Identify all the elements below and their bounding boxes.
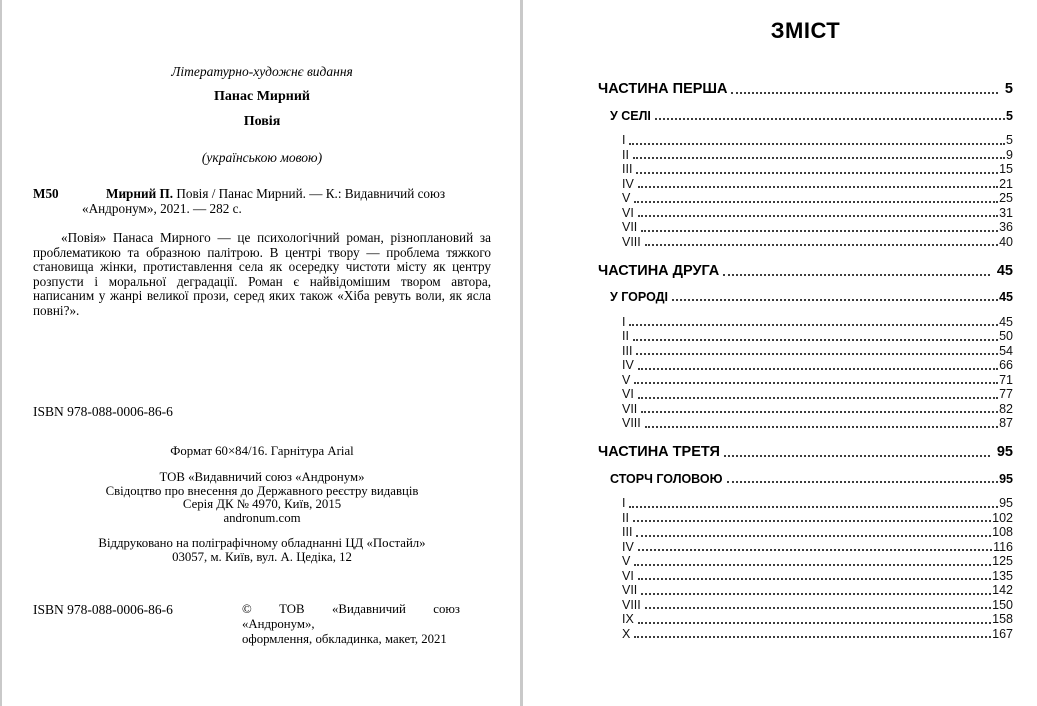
toc-entry xyxy=(598,583,1013,598)
toc-entry-page-number: 45 xyxy=(999,290,1013,304)
toc-entry-page-number: 71 xyxy=(999,372,1013,387)
toc-entry-page-number: 40 xyxy=(999,234,1013,249)
toc-entry xyxy=(598,81,1013,98)
toc-entry-label: СТОРЧ ГОЛОВОЮ xyxy=(610,471,723,486)
toc-entry-label: IV xyxy=(622,539,634,554)
toc-entry xyxy=(598,554,1013,569)
copyright-block xyxy=(242,602,460,647)
toc-entry xyxy=(598,290,1013,304)
toc-dot-leader xyxy=(636,535,991,537)
toc-entry-label: V xyxy=(622,372,631,387)
toc-entry xyxy=(598,496,1013,511)
toc-entry-page-number: 25 xyxy=(999,191,1013,205)
toc-entry-label: III xyxy=(622,162,633,176)
copyright-line: оформлення, обкладинка, макет, 2021 xyxy=(242,632,447,646)
toc-dot-leader xyxy=(634,201,998,203)
toc-title: ЗМІСТ xyxy=(770,18,841,43)
toc-entry-label: VI xyxy=(622,387,634,401)
toc-entry xyxy=(598,373,1013,388)
toc-entry-page-number: 142 xyxy=(992,583,1013,597)
toc-dot-leader xyxy=(727,481,999,483)
toc-dot-leader xyxy=(641,411,998,413)
toc-dot-leader xyxy=(633,520,991,522)
toc-dot-leader xyxy=(638,549,992,551)
toc-dot-leader xyxy=(641,230,998,232)
toc-dot-leader xyxy=(633,157,1005,159)
toc-entry-label: IV xyxy=(622,176,634,191)
toc-entry-page-number: 77 xyxy=(999,387,1013,401)
toc-entry xyxy=(598,598,1013,613)
toc-dot-leader xyxy=(638,368,998,370)
toc-entry-label: II xyxy=(622,510,629,525)
toc-entry-label: I xyxy=(622,496,626,510)
bibliographic-text xyxy=(82,186,464,216)
toc-entry-page-number: 31 xyxy=(999,205,1013,220)
toc-entry-label: VIII xyxy=(622,234,641,249)
toc-entry xyxy=(598,220,1013,235)
toc-entry-page-number: 5 xyxy=(1006,108,1013,123)
toc-dot-leader xyxy=(724,455,990,457)
toc-dot-leader xyxy=(633,339,998,341)
toc-entry xyxy=(598,612,1013,627)
toc-entry-label: V xyxy=(622,554,631,568)
toc-entry-page-number: 95 xyxy=(999,496,1013,510)
toc-entry xyxy=(598,525,1013,540)
toc-entry-label: I xyxy=(622,314,626,329)
toc-list xyxy=(598,81,1013,641)
toc-entry-page-number: 82 xyxy=(999,401,1013,416)
toc-dot-leader xyxy=(636,353,998,355)
book-annotation: «Повія» Панаса Мирного — це психологічний роман, різноплановий за проблематикою та образною палітрою. В центрі твору — проблема тяжкого становища жінки, протиставлення села як осередку чистоти місту як центру розпусти і моральної деградації. Роман є найвідомішим твором автора, написаним у жанрі великої прози, серед яких також «Хіба ревуть воли, як ясла повні?». xyxy=(33,230,491,318)
toc-entry-label: III xyxy=(622,343,633,358)
toc-entry-label: IX xyxy=(622,612,634,626)
toc-entry xyxy=(598,344,1013,359)
toc-entry-page-number: 135 xyxy=(992,568,1013,583)
toc-entry-page-number: 158 xyxy=(992,612,1013,626)
toc-entry-label: ЧАСТИНА ТРЕТЯ xyxy=(598,444,720,460)
toc-entry-label: VI xyxy=(622,568,634,583)
toc-entry-page-number: 36 xyxy=(999,220,1013,234)
toc-dot-leader xyxy=(629,506,998,508)
toc-dot-leader xyxy=(638,578,991,580)
toc-entry-page-number: 5 xyxy=(1004,81,1013,97)
toc-entry xyxy=(598,133,1013,148)
copyright-line: © ТОВ «Видавничий союз «Андронум», xyxy=(242,602,460,631)
toc-entry-page-number: 87 xyxy=(999,416,1013,430)
print-line: 03057, м. Київ, вул. А. Цедіка, 12 xyxy=(172,549,352,564)
bibliographic-author: Мирний П. xyxy=(106,186,174,201)
toc-entry xyxy=(598,148,1013,163)
toc-entry-label: X xyxy=(622,626,631,641)
toc-entry-page-number: 125 xyxy=(992,554,1013,568)
book-title: Повія xyxy=(243,114,281,129)
toc-entry xyxy=(598,627,1013,642)
format-line: Формат 60×84/16. Гарнітура Arial xyxy=(170,444,354,458)
toc-entry-label: VII xyxy=(622,220,638,234)
toc-entry-label: VIII xyxy=(622,597,641,612)
toc-entry xyxy=(598,263,1013,280)
toc-entry-label: VII xyxy=(622,401,638,416)
edition-note: Літературно-художнє видання xyxy=(171,64,353,79)
toc-entry-page-number: 45 xyxy=(999,314,1013,329)
toc-dot-leader xyxy=(672,299,998,301)
bibliographic-rest: Повія / Панас Мирний. — К.: Видавничий союз «Андронум», 2021. — 282 с. xyxy=(82,186,446,216)
toc-dot-leader xyxy=(629,324,998,326)
toc-entry-label: II xyxy=(622,329,629,343)
toc-entry-page-number: 116 xyxy=(993,539,1013,554)
publisher-line: Серія ДК № 4970, Київ, 2015 xyxy=(182,497,342,512)
colophon-page xyxy=(3,0,520,706)
publisher-line: ТОВ «Видавничий союз «Андронум» xyxy=(159,470,365,484)
toc-entry-label: ЧАСТИНА ДРУГА xyxy=(598,262,720,279)
isbn-bottom: ISBN 978-088-0006-86-6 xyxy=(33,602,173,617)
toc-entry-label: I xyxy=(622,133,626,147)
catalog-code: М50 xyxy=(33,186,59,201)
page-left-edge-line xyxy=(0,0,2,706)
toc-dot-leader xyxy=(629,143,1005,145)
toc-entry-label: У СЕЛІ xyxy=(610,108,651,123)
author-name: Панас Мирний xyxy=(214,89,310,104)
toc-entry-page-number: 95 xyxy=(996,444,1013,460)
print-line: Віддруковано на поліграфічному обладнанні ЦД «Постайл» xyxy=(98,536,426,550)
toc-entry xyxy=(598,315,1013,330)
toc-dot-leader xyxy=(731,92,997,94)
toc-entry-label: ЧАСТИНА ПЕРША xyxy=(598,81,728,97)
toc-page xyxy=(523,0,1037,706)
toc-dot-leader xyxy=(634,382,998,384)
toc-entry xyxy=(598,472,1013,486)
toc-entry xyxy=(598,540,1013,555)
toc-dot-leader xyxy=(723,274,990,276)
toc-entry-page-number: 66 xyxy=(999,358,1013,372)
toc-entry-page-number: 15 xyxy=(999,162,1013,176)
toc-entry xyxy=(598,358,1013,373)
toc-entry xyxy=(598,416,1013,431)
toc-dot-leader xyxy=(636,172,998,174)
toc-entry-label: VIII xyxy=(622,416,641,430)
toc-dot-leader xyxy=(638,397,998,399)
toc-entry-page-number: 9 xyxy=(1006,147,1013,162)
toc-dot-leader xyxy=(645,426,998,428)
toc-entry-page-number: 54 xyxy=(999,343,1013,358)
publisher-block xyxy=(33,471,491,525)
toc-dot-leader xyxy=(641,593,991,595)
toc-dot-leader xyxy=(634,636,991,638)
toc-entry-page-number: 102 xyxy=(992,510,1013,525)
toc-entry-page-number: 5 xyxy=(1006,133,1013,147)
toc-entry-label: II xyxy=(622,147,629,162)
toc-entry xyxy=(598,177,1013,192)
toc-entry-page-number: 95 xyxy=(999,471,1013,486)
toc-entry xyxy=(598,206,1013,221)
toc-entry-label: IV xyxy=(622,358,634,372)
toc-entry xyxy=(598,162,1013,177)
toc-entry xyxy=(598,235,1013,250)
bibliographic-record xyxy=(33,186,473,216)
isbn-top: ISBN 978-088-0006-86-6 xyxy=(33,404,173,419)
toc-entry xyxy=(598,511,1013,526)
toc-dot-leader xyxy=(645,607,991,609)
toc-dot-leader xyxy=(645,244,998,246)
toc-entry-label: У ГОРОДІ xyxy=(610,290,669,304)
toc-entry xyxy=(598,387,1013,402)
toc-entry xyxy=(598,191,1013,206)
publisher-line: andronum.com xyxy=(223,510,301,525)
toc-entry-page-number: 108 xyxy=(992,525,1013,539)
toc-entry-label: VII xyxy=(622,583,638,597)
toc-entry xyxy=(598,402,1013,417)
toc-entry xyxy=(598,444,1013,461)
toc-entry xyxy=(598,329,1013,344)
toc-entry-page-number: 21 xyxy=(999,176,1013,191)
publisher-line: Свідоцтво про внесення до Державного реєстру видавців xyxy=(105,483,419,498)
toc-entry-label: III xyxy=(622,525,633,539)
toc-entry-label: VI xyxy=(622,205,634,220)
toc-entry-page-number: 167 xyxy=(992,626,1013,641)
toc-entry-page-number: 45 xyxy=(996,262,1013,279)
toc-content xyxy=(598,0,1013,641)
toc-dot-leader xyxy=(638,186,998,188)
toc-entry-page-number: 50 xyxy=(999,329,1013,343)
toc-dot-leader xyxy=(638,215,998,217)
toc-entry-page-number: 150 xyxy=(992,597,1013,612)
toc-dot-leader xyxy=(638,622,991,624)
toc-entry-label: V xyxy=(622,191,631,205)
toc-dot-leader xyxy=(655,118,1005,120)
language-note: (українською мовою) xyxy=(201,150,323,165)
toc-entry xyxy=(598,109,1013,123)
print-block xyxy=(33,537,491,564)
toc-entry xyxy=(598,569,1013,584)
toc-dot-leader xyxy=(634,564,991,566)
